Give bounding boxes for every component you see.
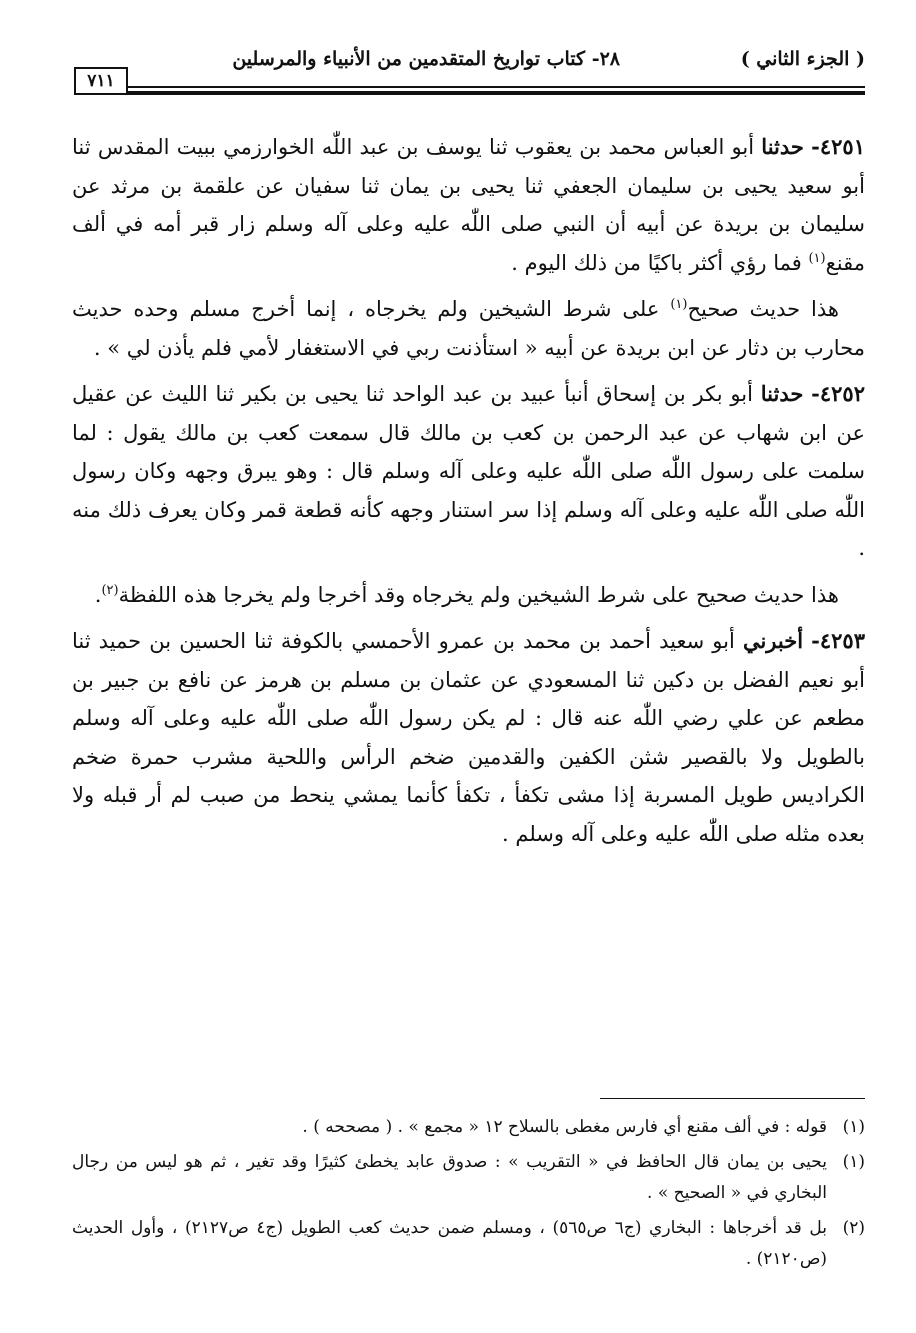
footnote — [72, 1213, 865, 1275]
footnote-ref: (١) — [670, 297, 688, 312]
book-title: ٢٨- كتاب تواريخ المتقدمين من الأنبياء والمرسلين — [232, 48, 620, 70]
commentary-4251 — [72, 290, 865, 367]
hadith-number: ٤٢٥١- — [811, 134, 865, 159]
commentary-text-end: . — [94, 582, 102, 607]
page-number: ٧١١ — [74, 67, 128, 95]
hadith-4253 — [72, 622, 865, 853]
commentary-4252 — [72, 576, 865, 615]
volume-label: ( الجزء الثاني ) — [740, 48, 865, 70]
hadith-text-end: فما رؤي أكثر باكيًا من ذلك اليوم . — [511, 250, 802, 275]
page-header — [70, 42, 865, 91]
footnote — [72, 1112, 865, 1143]
footnotes — [72, 1112, 865, 1279]
hadith-intro: أخبرني — [742, 628, 804, 653]
footnote-separator — [600, 1098, 865, 1099]
footnote-ref: (٢) — [101, 582, 119, 598]
header-rule-thin — [128, 86, 865, 88]
header-rule-thick — [128, 91, 865, 95]
hadith-intro: حدثنا — [760, 381, 804, 406]
hadith-intro: حدثنا — [761, 134, 804, 159]
main-text — [72, 128, 865, 861]
footnote — [72, 1147, 865, 1209]
footnote-number: (١) — [842, 1152, 865, 1172]
hadith-4252 — [72, 375, 865, 568]
footnote-number: (٢) — [842, 1218, 865, 1238]
hadith-4251 — [72, 128, 865, 282]
hadith-number: ٤٢٥٢- — [811, 381, 865, 406]
footnote-ref: (١) — [808, 250, 826, 266]
hadith-number: ٤٢٥٣- — [811, 628, 865, 653]
commentary-text: هذا حديث صحيح — [687, 297, 839, 321]
hadith-text: أبو بكر بن إسحاق أنبأ عبيد بن عبد الواحد ثنا يحيى بن بكير ثنا الليث عن عقيل عن ابن شهاب عن عبد الرحمن بن كعب بن مالك قال سمعت كعب بن مالك يقول : لما سلمت على رسول اللّٰه صلى اللّٰه عليه وعلى آله وسلم قال : وهو يبرق وجهه وكان رسول اللّٰه صلى اللّٰه عليه وعلى آله وسلم إذا سر استنار وجهه كأنه قطعة قمر وكان يعرف ذلك منه . — [72, 382, 865, 560]
footnote-text: بل قد أخرجاها : البخاري (ج٦ ص٥٦٥) ، ومسلم ضمن حديث كعب الطويل (ج٤ ص٢١٢٧) ، وأول الحديث (ص٢١٢٠) . — [72, 1218, 827, 1269]
footnote-number: (١) — [842, 1117, 865, 1137]
hadith-text: أبو سعيد أحمد بن محمد بن عمرو الأحمسي بالكوفة ثنا الحسين بن حميد ثنا أبو نعيم الفضل بن دكين ثنا المسعودي عن عثمان بن مسلم بن هرمز عن نافع بن جبير بن مطعم عن علي رضي اللّٰه عنه قال : لم يكن رسول اللّٰه صلى اللّٰه عليه وعلى آله وسلم بالطويل ولا بالقصير شثن الكفين والقدمين ضخم الرأس واللحية مشرب حمرة ضخم الكراديس طويل المسربة إذا مشى تكفأ ، تكفأ كأنما يمشي ينحط من صبب لم أر قبله ولا بعده مثله صلى اللّٰه عليه وعلى آله وسلم . — [72, 629, 865, 846]
commentary-text: هذا حديث صحيح على شرط الشيخين ولم يخرجاه وقد أخرجا ولم يخرجا هذه اللفظة — [118, 582, 839, 607]
hadith-text: أبو العباس محمد بن يعقوب ثنا يوسف بن عبد اللّٰه الخوارزمي ببيت المقدس ثنا أبو سعيد يحيى بن سليمان الجعفي ثنا يحيى بن يمان ثنا سفيان عن علقمة بن مرثد عن سليمان بن بريدة عن أبيه أن النبي صلى اللّٰه عليه وعلى آله وسلم زار قبر أمه في ألف مقنع — [72, 135, 865, 275]
footnote-text: يحيى بن يمان قال الحافظ في « التقريب » : صدوق عابد يخطئ كثيرًا وقد تغير ، ثم هو ليس من رجال البخاري في « الصحيح » . — [72, 1152, 827, 1203]
commentary-text-end: على شرط الشيخين ولم يخرجاه ، إنما أخرج مسلم وحده حديث محارب بن دثار عن ابن بريدة عن أبيه « استأذنت ربي في الاستغفار لأمي فلم يأذن لي » . — [72, 297, 865, 360]
footnote-text: قوله : في ألف مقنع أي فارس مغطى بالسلاح ١٢ « مجمع » . ( مصححه ) . — [302, 1117, 827, 1137]
